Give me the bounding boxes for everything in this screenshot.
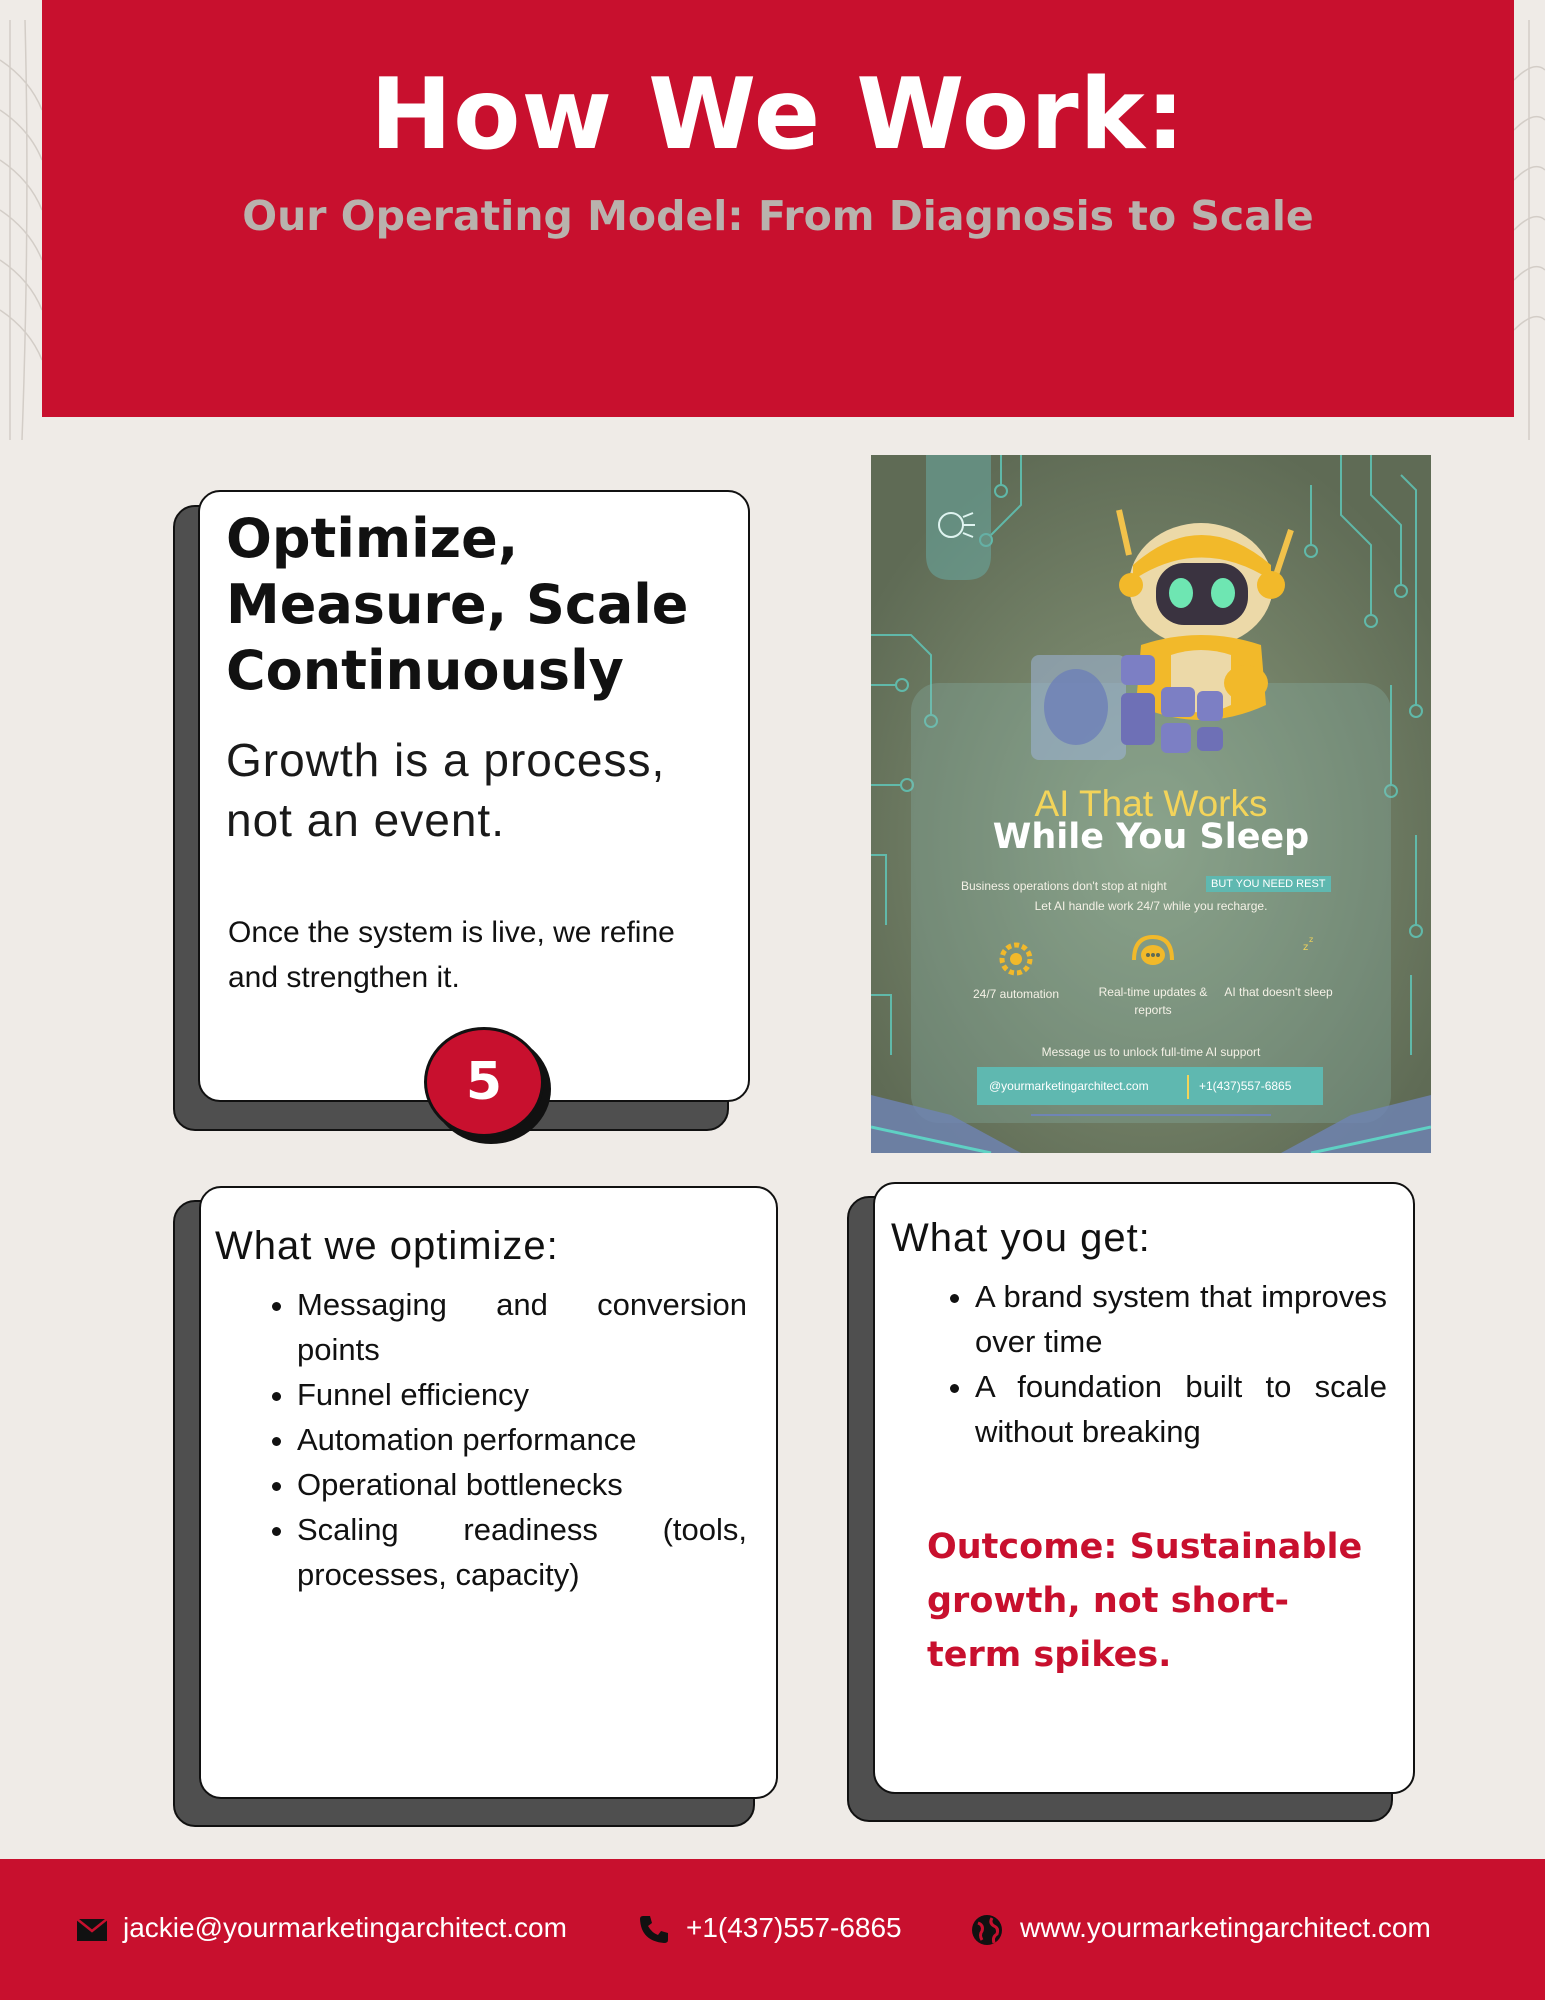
poster-feature-updates: Real-time updates & reports xyxy=(1098,985,1208,1017)
poster-feature-automation: 24/7 automation xyxy=(972,987,1060,1001)
page-title: How We Work: xyxy=(370,58,1186,172)
poster-feature-no-sleep: AI that doesn't sleep xyxy=(1224,985,1333,999)
get-card xyxy=(873,1182,1415,1794)
list-item: • Messaging and conversion points xyxy=(297,1282,747,1372)
poster-line2: Let AI handle work 24/7 while you recharge. xyxy=(1034,899,1268,913)
header-banner xyxy=(42,0,1514,417)
globe-icon xyxy=(970,1913,1004,1947)
poster-email: @yourmarketingarchitect.com xyxy=(989,1079,1149,1093)
email-icon xyxy=(76,1918,108,1942)
poster-title-line2: While You Sleep xyxy=(992,817,1310,857)
poster-contact-divider xyxy=(1187,1075,1189,1099)
list-item: • A foundation built to scale without breaking xyxy=(975,1364,1387,1454)
poster-title-line1: AI That Works xyxy=(1034,783,1268,824)
list-item: • A brand system that improves over time xyxy=(975,1274,1387,1364)
list-item: • Funnel efficiency xyxy=(297,1372,747,1417)
step-body: Once the system is live, we refine and strengthen it. xyxy=(228,916,675,994)
optimize-list xyxy=(261,1282,747,1597)
footer-bar xyxy=(0,1859,1545,2000)
optimize-heading: What we optimize: xyxy=(215,1224,559,1268)
footer-website[interactable]: www.yourmarketingarchitect.com xyxy=(1020,1912,1431,1943)
optimize-card xyxy=(199,1186,778,1799)
svg-text:z: z xyxy=(1303,942,1309,953)
list-item: • Automation performance xyxy=(297,1417,747,1462)
poster-line1: Business operations don't stop at night xyxy=(961,879,1167,893)
footer-email[interactable]: jackie@yourmarketingarchitect.com xyxy=(123,1912,567,1943)
poster-cta: Message us to unlock full-time AI support xyxy=(1041,1045,1261,1059)
phone-icon xyxy=(639,1914,669,1944)
wireframe-decoration-right xyxy=(1514,20,1545,440)
poster-tag: BUT YOU NEED REST xyxy=(1206,876,1331,892)
page-subtitle: Our Operating Model: From Diagnosis to Scale xyxy=(242,192,1314,240)
poster-phone: +1(437)557-6865 xyxy=(1199,1079,1292,1093)
step-number-badge: 5 xyxy=(424,1027,544,1137)
ai-poster-image xyxy=(871,455,1431,1153)
poster-contact-bar xyxy=(977,1067,1323,1105)
get-heading: What you get: xyxy=(891,1216,1151,1260)
svg-text:z: z xyxy=(1309,935,1314,944)
get-list xyxy=(939,1274,1387,1454)
step-title: Optimize, Measure, Scale Continuously xyxy=(226,507,689,702)
list-item: • Scaling readiness (tools, processes, capacity) xyxy=(297,1507,747,1597)
step-card xyxy=(198,490,750,1102)
outcome-text: Outcome: Sustainable growth, not short-term spikes. xyxy=(927,1527,1363,1675)
list-item: • Operational bottlenecks xyxy=(297,1462,747,1507)
footer-phone[interactable]: +1(437)557-6865 xyxy=(686,1912,902,1943)
step-subtitle: Growth is a process, not an event. xyxy=(226,734,666,846)
